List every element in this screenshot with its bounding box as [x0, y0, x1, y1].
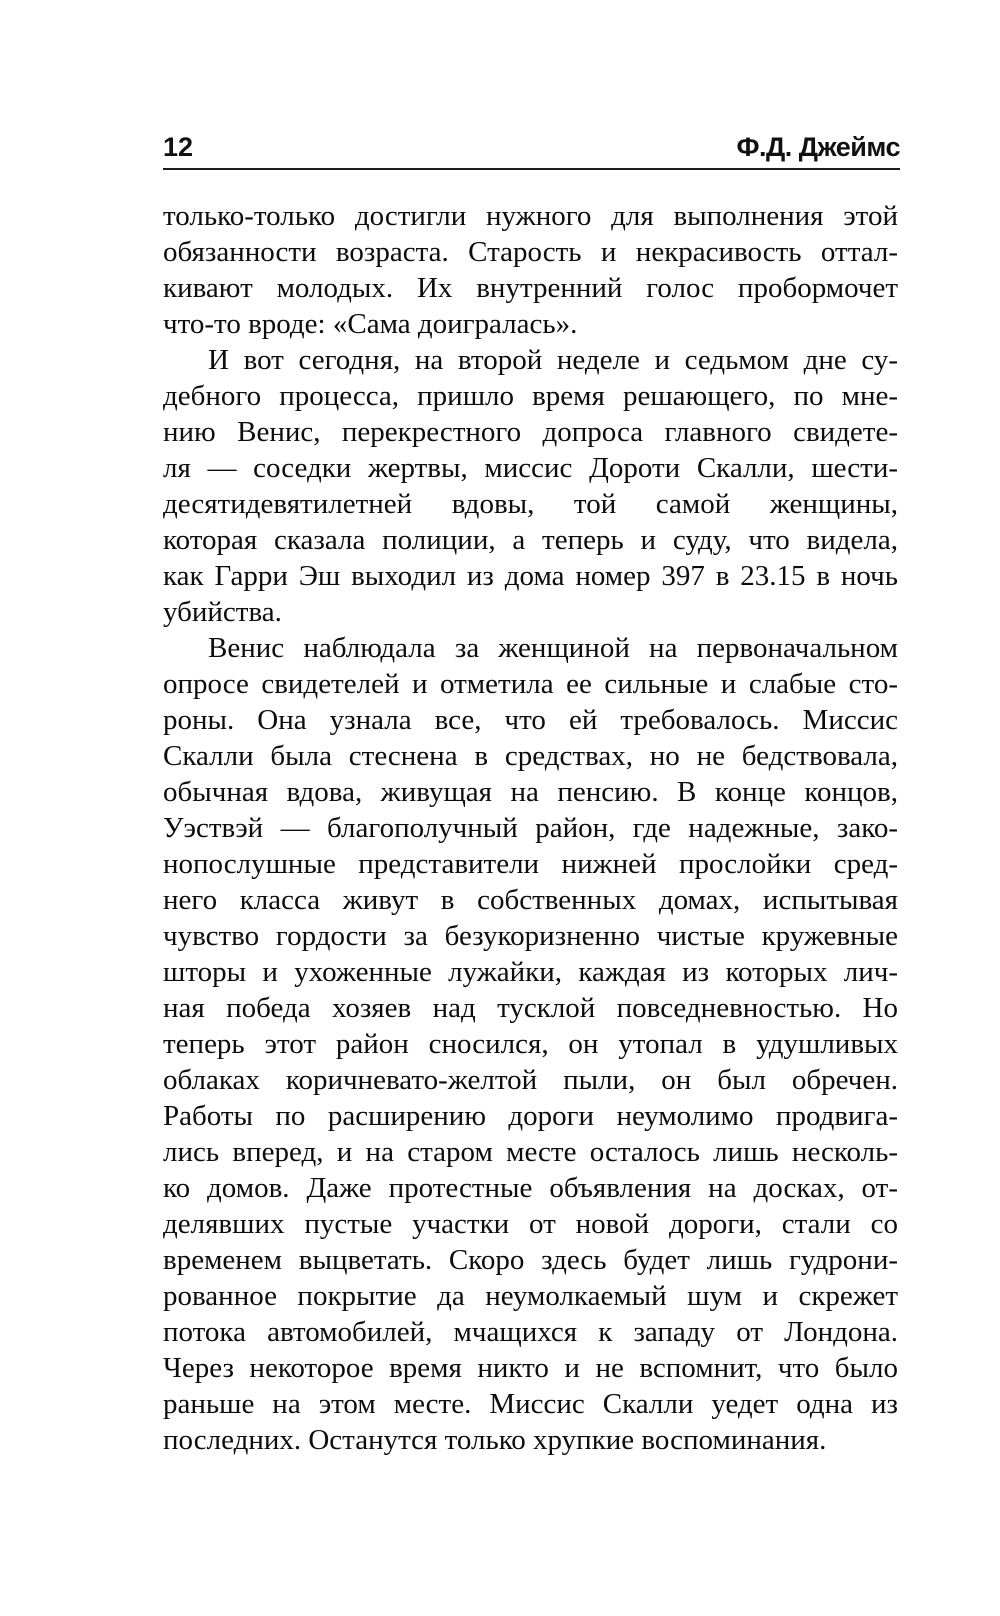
text-line: делявших пустые участки от новой дороги, стали со — [163, 1208, 898, 1240]
text-line: Скалли была стеснена в средствах, но не бедствовала, — [163, 740, 898, 772]
text-line: нию Венис, перекрестного допроса главного свидете- — [163, 416, 898, 448]
text-line: нопослушные представители нижней прослойки сред- — [163, 848, 898, 880]
text-line: него класса живут в собственных домах, испытывая — [163, 884, 898, 916]
text-line: Через некоторое время никто и не вспомнит, что было — [163, 1352, 898, 1384]
page-text — [163, 198, 898, 1458]
text-line: Работы по расширению дороги неумолимо продвига- — [163, 1100, 898, 1132]
text-line: ко домов. Даже протестные объявления на досках, от- — [163, 1172, 898, 1204]
text-line: последних. Останутся только хрупкие воспоминания. — [163, 1424, 827, 1456]
text-line: лись вперед, и на старом месте осталось лишь несколь- — [163, 1136, 898, 1168]
paragraph — [163, 342, 898, 630]
text-line: только-только достигли нужного для выполнения этой — [163, 200, 898, 232]
text-line: опросе свидетелей и отметила ее сильные и слабые сто- — [163, 668, 898, 700]
text-line: убийства. — [163, 596, 282, 628]
text-line: дебного процесса, пришло время решающего, по мне- — [163, 380, 898, 412]
running-title: Ф.Д. Джеймс — [736, 132, 900, 162]
text-line: Венис наблюдала за женщиной на первоначальном — [208, 632, 898, 664]
text-line: ля — соседки жертвы, миссис Дороти Скалли, шести- — [163, 452, 898, 484]
text-line: чувство гордости за безукоризненно чистые кружевные — [163, 920, 898, 952]
text-line: потока автомобилей, мчащихся к западу от Лондона. — [163, 1316, 898, 1348]
text-line: раньше на этом месте. Миссис Скалли уедет одна из — [163, 1388, 898, 1420]
header-rule — [163, 168, 900, 170]
text-line: что-то вроде: «Сама доигралась». — [163, 308, 578, 340]
page-number: 12 — [163, 132, 194, 162]
text-line: рованное покрытие да неумолкаемый шум и скрежет — [163, 1280, 898, 1312]
text-line: шторы и ухоженные лужайки, каждая из которых лич- — [163, 956, 898, 988]
text-line: роны. Она узнала все, что ей требовалось. Миссис — [163, 704, 898, 736]
text-line: временем выцветать. Скоро здесь будет лишь гудрони- — [163, 1244, 898, 1276]
text-line: десятидевятилетней вдовы, той самой женщины, — [163, 488, 898, 520]
paragraph — [163, 198, 898, 342]
text-line: обязанности возраста. Старость и некрасивость оттал- — [163, 236, 898, 268]
paragraph — [163, 630, 898, 1458]
text-line: как Гарри Эш выходил из дома номер 397 в 23.15 в ночь — [163, 560, 898, 592]
text-line: Уэствэй — благополучный район, где надежные, зако- — [163, 812, 898, 844]
text-line: теперь этот район сносился, он утопал в удушливых — [163, 1028, 898, 1060]
text-line: ная победа хозяев над тусклой повседневностью. Но — [163, 992, 898, 1024]
text-line: кивают молодых. Их внутренний голос пробормочет — [163, 272, 898, 304]
text-line: облаках коричневато-желтой пыли, он был обречен. — [163, 1064, 898, 1096]
text-line: обычная вдова, живущая на пенсию. В конце концов, — [163, 776, 898, 808]
text-line: И вот сегодня, на второй неделе и седьмом дне су- — [208, 344, 898, 376]
text-line: которая сказала полиции, а теперь и суду, что видела, — [163, 524, 898, 556]
page-header — [163, 134, 900, 161]
